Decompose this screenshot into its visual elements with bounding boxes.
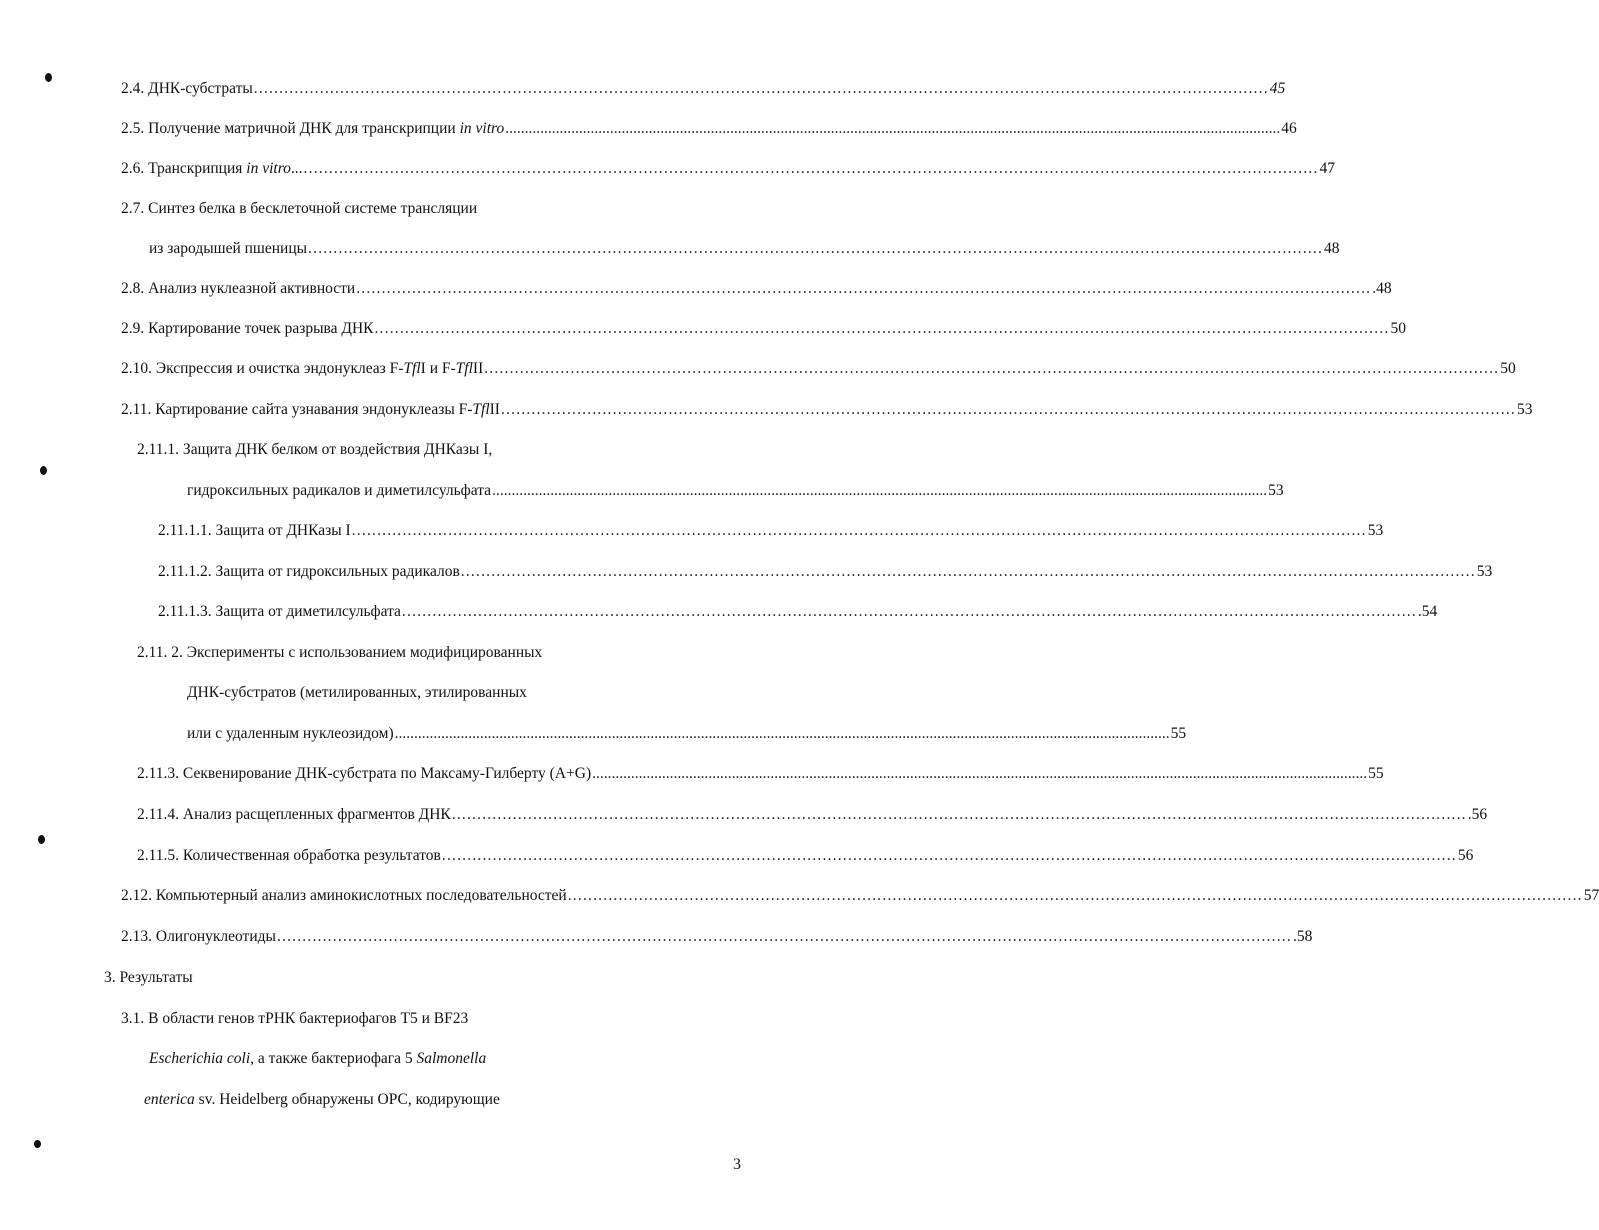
- toc-entry: [158, 561, 1493, 583]
- toc-leader-dots: ........................................................................................................................................................................................................: [484, 360, 1500, 377]
- toc-entry-label: или с удаленным нуклеозидом): [187, 725, 394, 742]
- toc-entry-label: 2.8. Анализ нуклеазной активности: [121, 280, 356, 297]
- body-text-line: 3.1. В области генов тРНК бактериофагов Т5 и BF23: [121, 1010, 469, 1027]
- toc-leader-dots: ........................................................................................................................................................................................................: [592, 765, 1368, 782]
- toc-entry: [121, 278, 1392, 300]
- toc-page-number: 53: [1367, 522, 1384, 539]
- toc-leader-dots: ........................................................................................................................................................................................................: [492, 482, 1268, 499]
- toc-entry-heading: 2.11. 2. Эксперименты с использованием модифицированных: [137, 644, 543, 661]
- toc-page-number: .58: [1292, 928, 1313, 945]
- toc-entry-heading: 2.7. Синтез белка в бесклеточной системе трансляции: [121, 200, 478, 217]
- toc-page-number: 53: [1476, 563, 1493, 580]
- binding-hole-mark: [45, 73, 52, 82]
- toc-leader-dots: ........................................................................................................................................................................................................: [567, 887, 1583, 904]
- toc-entry-label: 2.11.1.3. Защита от диметилсульфата: [158, 603, 401, 620]
- toc-entry-label: 2.13. Олигонуклеотиды: [121, 928, 276, 945]
- toc-entry-heading: ДНК-субстратов (метилированных, этилированных: [187, 684, 527, 701]
- toc-leader-dots: ........................................................................................................................................................................................................: [451, 806, 1467, 823]
- toc-entry-label: 2.9. Картирование точек разрыва ДНК: [121, 320, 374, 337]
- toc-leader-dots: ........................................................................................................................................................................................................: [351, 522, 1367, 539]
- toc-entry: [121, 926, 1313, 948]
- toc-page-number: .54: [1417, 603, 1438, 620]
- toc-entry: [158, 520, 1384, 542]
- toc-entry: [121, 118, 1297, 140]
- body-text-line: Escherichia coli, а также бактериофага 5 Salmonella: [149, 1050, 487, 1067]
- toc-leader-dots: ........................................................................................................................................................................................................: [374, 320, 1390, 337]
- toc-entry: [158, 601, 1438, 623]
- toc-page-number: 50: [1500, 360, 1516, 377]
- toc-entry: [187, 723, 1187, 745]
- toc-entry-label: 2.4. ДНК-субстраты: [121, 80, 253, 97]
- toc-leader-dots: ........................................................................................................................................................................................................: [276, 928, 1292, 945]
- toc-entry-label: 2.6. Транскрипция in vitro...: [121, 160, 303, 177]
- toc-page-number: 45: [1269, 80, 1286, 97]
- toc-leader-dots: ........................................................................................................................................................................................................: [253, 80, 1269, 97]
- toc-entry-label: 2.10. Экспрессия и очистка эндонуклеаз F-TflI и F-TflII: [121, 360, 484, 377]
- section-heading: 3. Результаты: [104, 969, 193, 986]
- body-text-line: enterica sv. Heidelberg обнаружены ОРС, кодирующие: [144, 1091, 500, 1108]
- toc-leader-dots: ........................................................................................................................................................................................................: [303, 160, 1319, 177]
- binding-hole-mark: [40, 466, 47, 475]
- toc-leader-dots: ........................................................................................................................................................................................................: [356, 280, 1372, 297]
- toc-leader-dots: ........................................................................................................................................................................................................: [460, 563, 1476, 580]
- binding-hole-mark: [34, 1140, 41, 1148]
- toc-leader-dots: ........................................................................................................................................................................................................: [505, 120, 1281, 137]
- toc-page-number: 46: [1281, 120, 1297, 137]
- toc-entry-label: 2.11.1.2. Защита от гидроксильных радикалов: [158, 563, 460, 580]
- toc-entry: [121, 885, 1599, 907]
- page-number: 3: [733, 1156, 741, 1173]
- toc-entry: [121, 318, 1406, 340]
- toc-entry: [121, 399, 1533, 421]
- toc-page-number: 56: [1457, 847, 1474, 864]
- toc-entry: [149, 238, 1340, 260]
- toc-leader-dots: ........................................................................................................................................................................................................: [500, 401, 1516, 418]
- toc-page-number: .56: [1467, 806, 1488, 823]
- toc-entry-label: 2.11.4. Анализ расщепленных фрагментов ДНК: [137, 806, 451, 823]
- toc-page-number: 47: [1319, 160, 1336, 177]
- toc-page-number: 50: [1390, 320, 1406, 337]
- toc-leader-dots: ........................................................................................................................................................................................................: [394, 725, 1170, 742]
- toc-leader-dots: ........................................................................................................................................................................................................: [308, 240, 1324, 257]
- toc-entry: [137, 763, 1384, 785]
- toc-page-number: 53: [1516, 401, 1533, 418]
- toc-entry-label: 2.5. Получение матричной ДНК для транскрипции in vitro: [121, 120, 505, 137]
- toc-page-number: 55: [1170, 725, 1187, 742]
- toc-leader-dots: ........................................................................................................................................................................................................: [441, 847, 1457, 864]
- toc-page-number: 48: [1324, 240, 1340, 257]
- toc-page-number: 55: [1368, 765, 1384, 782]
- toc-page-number: .48: [1372, 280, 1392, 297]
- toc-entry-label: гидроксильных радикалов и диметилсульфата: [187, 482, 492, 499]
- toc-entry: [121, 358, 1516, 380]
- toc-page-number: 53: [1268, 482, 1284, 499]
- toc-entry-label: 2.11.3. Секвенирование ДНК-субстрата по Максаму-Гилберту (А+G): [137, 765, 592, 782]
- toc-entry-label: 2.11.5. Количественная обработка результатов: [137, 847, 441, 864]
- toc-entry: [121, 158, 1336, 180]
- toc-entry-label: 2.11.1.1. Защита от ДНКазы I: [158, 522, 351, 539]
- toc-entry: [137, 804, 1488, 826]
- toc-leader-dots: ........................................................................................................................................................................................................: [401, 603, 1417, 620]
- toc-entry-heading: 2.11.1. Защита ДНК белком от воздействия ДНКазы I,: [137, 441, 493, 458]
- toc-entry-label: 2.12. Компьютерный анализ аминокислотных последовательностей: [121, 887, 567, 904]
- toc-entry: [137, 845, 1474, 867]
- toc-entry-label: из зародышей пшеницы: [149, 240, 308, 257]
- toc-page-number: 57: [1583, 887, 1599, 904]
- binding-hole-mark: [38, 835, 45, 844]
- toc-entry-label: 2.11. Картирование сайта узнавания эндонуклеазы F-TflII: [121, 401, 500, 418]
- toc-entry: [121, 78, 1286, 100]
- toc-entry: [187, 480, 1284, 502]
